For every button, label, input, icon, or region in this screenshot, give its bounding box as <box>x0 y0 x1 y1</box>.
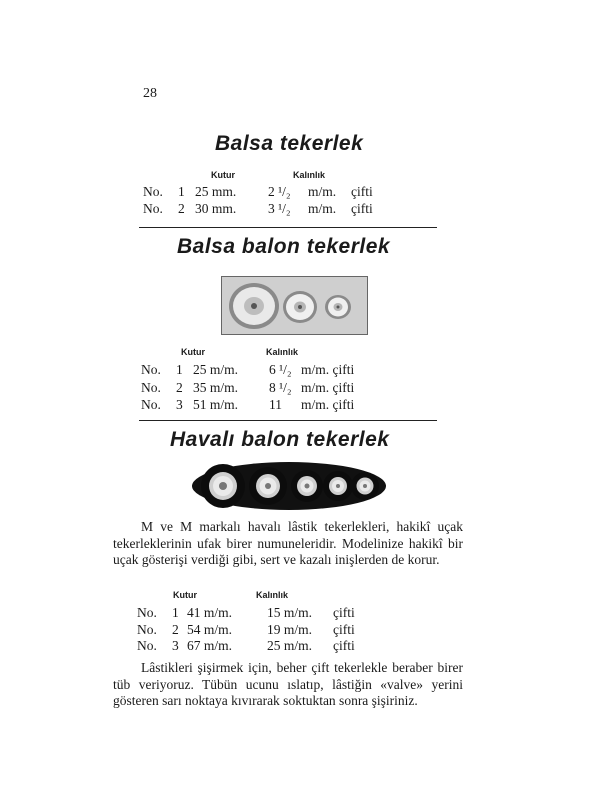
pneumatic-wheels-photo <box>191 461 387 511</box>
section-title-balsa-balloon-wheel: Balsa balon tekerlek <box>177 235 391 258</box>
table-row: No. 1 41 m/m. 15 m/m. çifti <box>137 605 355 620</box>
column-header-thickness: Kalınlık <box>293 170 326 180</box>
divider <box>139 420 437 421</box>
table-row: No. 3 67 m/m. 25 m/m. çifti <box>137 638 355 653</box>
column-header-thickness: Kalınlık <box>256 590 289 600</box>
section-title-pneumatic-balloon-wheel: Havalı balon tekerlek <box>170 428 390 451</box>
page-number: 28 <box>143 86 157 101</box>
table-row: No. 2 30 mm. 3 ¹/₂ m/m. çifti <box>143 201 373 216</box>
column-header-diameter: Kutur <box>173 590 197 600</box>
section-title-balsa-wheel: Balsa tekerlek <box>215 132 364 155</box>
divider <box>139 227 437 228</box>
inflation-instructions-paragraph: Lâstikleri şişirmek için, beher çift tekerlekle beraber birer tüb veriyoruz. Tübün ucunu ıslatıp, lâstiğin «valve» yerini gösteren sarı noktaya kıvırarak soktuktan sonra şişiriniz. <box>113 660 463 708</box>
table-row: No. 1 25 m/m. 6 ¹/₂ m/m. çifti <box>141 362 355 377</box>
column-header-diameter: Kutur <box>211 170 235 180</box>
table-row: No. 2 54 m/m. 19 m/m. çifti <box>137 622 355 637</box>
column-header-diameter: Kutur <box>181 347 205 357</box>
table-row: No. 1 25 mm. 2 ¹/₂ m/m. çifti <box>143 184 373 199</box>
table-row: No. 3 51 m/m. 11 m/m. çifti <box>141 397 355 412</box>
column-header-thickness: Kalınlık <box>266 347 299 357</box>
table-row: No. 2 35 m/m. 8 ¹/₂ m/m. çifti <box>141 380 355 395</box>
description-paragraph: M ve M markalı havalı lâstik tekerlekleri, hakikî uçak tekerleklerinin ufak birer numuneleridir. Modelinize hakikî bir uçak gösterişi verdiği gibi, sert ve kazalı inişlerden de korur. <box>113 519 463 567</box>
balsa-balloon-wheels-photo <box>221 276 368 335</box>
